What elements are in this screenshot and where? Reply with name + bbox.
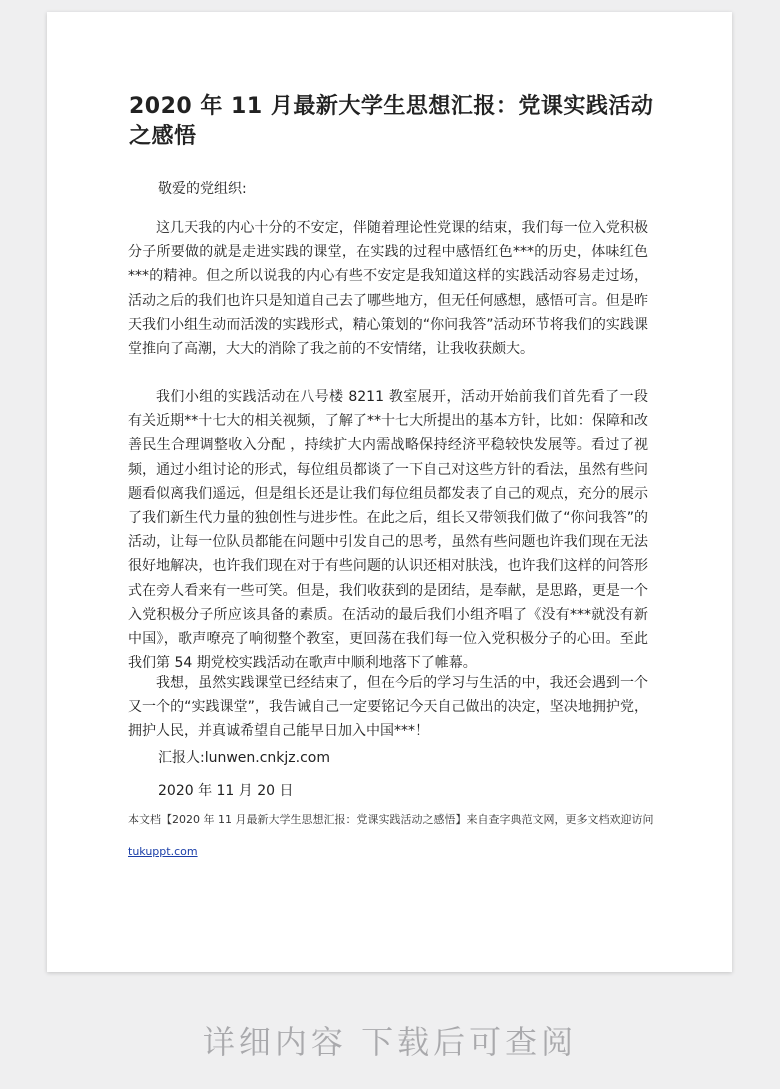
body-paragraph: 我想，虽然实践课堂已经结束了，但在今后的学习与生活的中，我还会遇到一个又一个的“实践课堂”，我告诫自己一定要铭记今天自己做出的决定，坚决地拥护党，拥护人民，并真诚希望自己能早日加入中国***！: [128, 675, 648, 740]
body-paragraph: 我们小组的实践活动在八号楼 8211 教室展开，活动开始前我们首先看了一段有关近期**十七大的相关视频，了解了**十七大所提出的基本方针，比如：保障和改善民生合理调整收入分配 ，持续扩大内需战略保持经济平稳较快发展等。看过了视频，通过小组讨论的形式，每位组员都谈了一下自己对这些方针的看法，虽然有些问题看似离我们遥远，但是组长还是让我们每位组员都发表了自己的观点，充分的展示了我们新生代力量的独创性与进步性。在此之后，组长又带领我们做了“你问我答”的活动，让每一位队员都能在问题中引发自己的思考，虽然有些问题也许我们现在无法很好地解决，也许我们现在对于有些问题的认识还相对肤浅，也许我们这样的问答形式在旁人看来有一些可笑。但是，我们收获到的是团结，是奉献，是思路，更是一个入党积极分子所应该具备的素质。在活动的最后我们小组齐唱了《没有***就没有新中国》，歌声嘹亮了响彻整个教室，更回荡在我们每一位入党积极分子的心田。至此我们第 54 期党校实践活动在歌声中顺利地落下了帷幕。: [128, 389, 648, 672]
salutation: 敬爱的党组织:: [158, 181, 247, 197]
source-link[interactable]: tukuppt.com: [128, 845, 198, 858]
document-title: 2020 年 11 月最新大学生思想汇报：党课实践活动之感悟: [129, 94, 654, 149]
source-note: 本文档【2020 年 11 月最新大学生思想汇报：党课实践活动之感悟】来自查字典范文网，更多文档欢迎访问: [128, 813, 654, 826]
body-paragraph: 这几天我的内心十分的不安定，伴随着理论性党课的结束，我们每一位入党积极分子所要做的就是走进实践的课堂，在实践的过程中感悟红色***的历史，体味红色***的精神。但之所以说我的内心有些不安定是我知道这样的实践活动容易走过场，活动之后的我们也许只是知道自己去了哪些地方，但无任何感想，感悟可言。但是昨天我们小组生动而活泼的实践形式，精心策划的“你问我答”活动环节将我们的实践课堂推向了高潮，大大的消除了我之前的不安情绪，让我收获颇大。: [128, 220, 648, 358]
reporter-line: 汇报人:lunwen.cnkjz.com: [158, 750, 331, 766]
report-date: 2020 年 11 月 20 日: [158, 783, 294, 799]
download-prompt[interactable]: 详细内容 下载后可查阅: [202, 1023, 578, 1061]
document-page: [47, 12, 732, 972]
